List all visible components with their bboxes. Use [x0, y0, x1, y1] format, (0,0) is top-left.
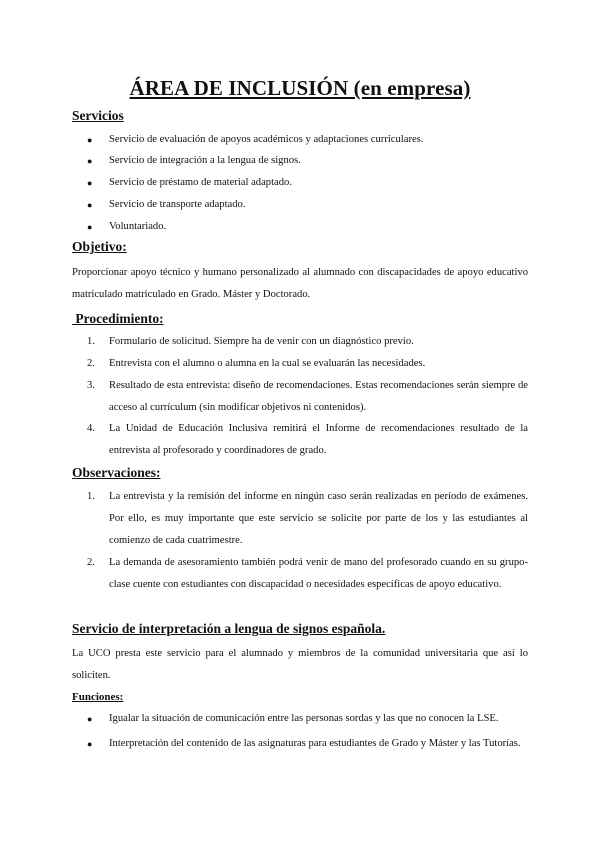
list-item: ● Servicio de préstamo de material adaptado. — [72, 172, 528, 194]
procedimiento-heading: Procedimiento: — [72, 311, 164, 326]
funciones-heading: Funciones: — [72, 691, 124, 703]
list-item: 2. La demanda de asesoramiento también podrá venir de mano del profesorado cuando en su grupo-clase cuente con estudiantes con discapacidad o necesidades específicas de apoyo educativo. — [87, 557, 528, 590]
list-item: ● Igualar la situación de comunicación entre las personas sordas y las que no conocen la LSE. — [72, 708, 528, 730]
list-item: 3. Resultado de esta entrevista: diseño de recomendaciones. Estas recomendaciones serán siempre de acceso al currículum (sin modificar objetivos ni contenidos). — [87, 380, 528, 413]
observaciones-heading: Observaciones: — [72, 465, 161, 480]
servicios-heading: Servicios — [72, 108, 124, 123]
bullet-icon: ● — [87, 222, 93, 232]
list-item: ● Interpretación del contenido de las asignaturas para estudiantes de Grado y Máster y las Tutorías. — [72, 733, 528, 755]
interpretacion-text: La UCO presta este servicio para el alumnado y miembros de la comunidad universitaria que así lo soliciten. — [72, 648, 528, 681]
interpretacion-heading: Servicio de interpretación a lengua de signos española. — [72, 621, 386, 636]
bullet-icon: ● — [87, 739, 93, 749]
list-item: ● Servicio de evaluación de apoyos académicos y adaptaciones curriculares. — [72, 129, 528, 151]
list-item: 1. Formulario de solicitud. Siempre ha de venir con un diagnóstico previo. — [87, 336, 414, 347]
bullet-icon: ● — [87, 200, 93, 210]
objetivo-heading: Objetivo: — [72, 239, 127, 254]
bullet-icon: ● — [87, 178, 93, 188]
page-title: ÁREA DE INCLUSIÓN (en empresa) — [129, 76, 471, 100]
objetivo-text: Proporcionar apoyo técnico y humano personalizado al alumnado con discapacidades de apoyo educativo matriculado matriculado en Grado. Máster y Doctorado. — [72, 267, 528, 300]
list-item: 4. La Unidad de Educación Inclusiva remitirá el Informe de recomendaciones resultado de la entrevista al profesorado y coordinadores de grado. — [87, 423, 528, 456]
list-item: 2. Entrevista con el alumno o alumna en la cual se evaluarán las necesidades. — [87, 358, 426, 369]
bullet-icon: ● — [87, 135, 93, 145]
list-item: 1. La entrevista y la remisión del informe en ningún caso serán realizadas en período de exámenes. Por ello, es muy importante que este servicio se solicite por parte de los y las estudiantes al comienzo de cada cuatrimestre. — [87, 491, 528, 546]
list-item: ● Voluntariado. — [72, 216, 528, 238]
bullet-icon: ● — [87, 156, 93, 166]
list-item: ● Servicio de integración a la lengua de signos. — [72, 150, 528, 172]
list-item: ● Servicio de transporte adaptado. — [72, 194, 528, 216]
bullet-icon: ● — [87, 714, 93, 724]
